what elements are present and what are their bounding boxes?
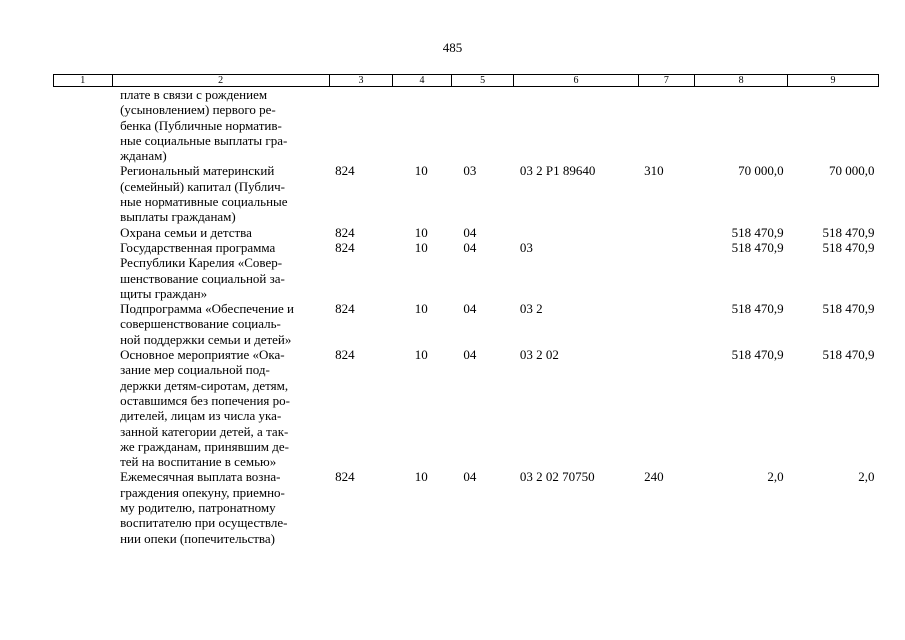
cell-name: [112, 240, 329, 301]
column-header: 7: [638, 75, 695, 87]
column-header: 6: [514, 75, 638, 87]
name-line: совершенствование социаль-: [120, 316, 281, 332]
name-line: (семейный) капитал (Публич-: [120, 178, 286, 194]
cell-c4: 10: [414, 301, 428, 317]
cell-c9: 2,0: [858, 469, 875, 485]
cell-c4: 10: [414, 224, 428, 240]
table-row: [54, 240, 879, 301]
cell-c9: 518 470,9: [822, 239, 875, 255]
name-line: оставшимся без попечения ро-: [120, 392, 290, 408]
cell-empty: [54, 225, 113, 240]
cell-c7: [638, 347, 695, 469]
table-row: [54, 87, 879, 164]
table-row: [54, 225, 879, 240]
name-line: ные социальные выплаты гра-: [120, 132, 288, 148]
cell-c5: 04: [463, 347, 477, 363]
cell-c4: 10: [414, 469, 428, 485]
column-header: 8: [695, 75, 788, 87]
name-line: плате в связи с рождением: [120, 87, 268, 102]
cell-empty: [54, 301, 113, 347]
cell-empty: [54, 347, 113, 469]
cell-c4: [393, 87, 452, 164]
name-line: тей на воспитание в семью»: [120, 454, 277, 470]
cell-c4: 10: [414, 239, 428, 255]
cell-c3: 824: [335, 347, 355, 363]
cell-name: [112, 301, 329, 347]
name-line: нии опеки (попечительства): [120, 530, 276, 546]
name-line: граждения опекуну, приемно-: [120, 484, 285, 500]
name-line: ной поддержки семьи и детей»: [120, 331, 292, 347]
cell-c7: [638, 240, 695, 301]
column-number-row: [54, 75, 879, 87]
cell-c9: 518 470,9: [822, 224, 875, 240]
column-header: 3: [329, 75, 393, 87]
cell-c8: 70 000,0: [738, 163, 784, 179]
cell-c9: [788, 87, 879, 164]
cell-c8: 2,0: [767, 469, 784, 485]
cell-c3: [329, 87, 393, 164]
cell-c6: [514, 225, 638, 240]
cell-c7: [638, 225, 695, 240]
budget-table: [53, 74, 879, 546]
cell-c4: 10: [414, 163, 428, 179]
cell-c9: 518 470,9: [822, 301, 875, 317]
cell-c3: 824: [335, 224, 355, 240]
cell-c8: 518 470,9: [731, 239, 784, 255]
cell-empty: [54, 469, 113, 545]
cell-name: [112, 469, 329, 545]
name-line: занной категории детей, а так-: [120, 423, 289, 439]
table-row: [54, 469, 879, 545]
cell-c6: 03: [519, 239, 533, 255]
name-line: жданам): [120, 148, 167, 164]
cell-name: [112, 347, 329, 469]
table-row: [54, 301, 879, 347]
column-header: 5: [451, 75, 514, 87]
cell-empty: [54, 87, 113, 164]
cell-c6: 03 2: [519, 301, 543, 317]
name-line: выплаты гражданам): [120, 209, 236, 225]
name-line: Региональный материнский: [120, 163, 275, 179]
cell-c8: [695, 87, 788, 164]
cell-c5: 04: [463, 469, 477, 485]
cell-c8: 518 470,9: [731, 301, 784, 317]
table-row: [54, 347, 879, 469]
cell-c7: [638, 87, 695, 164]
name-line: зание мер социальной под-: [120, 362, 270, 378]
cell-c4: 10: [414, 347, 428, 363]
column-header: 4: [393, 75, 452, 87]
name-line: ные нормативные социальные: [120, 194, 288, 210]
cell-c3: 824: [335, 239, 355, 255]
name-line: бенка (Публичные норматив-: [120, 117, 282, 133]
name-line: (усыновлением) первого ре-: [120, 102, 276, 118]
cell-c3: 824: [335, 301, 355, 317]
name-line: му родителю, патронатному: [120, 500, 276, 516]
column-header: 1: [54, 75, 113, 87]
name-line: Подпрограмма «Обеспечение и: [120, 301, 294, 317]
cell-c7: [638, 301, 695, 347]
cell-c3: 824: [335, 163, 355, 179]
cell-c5: [451, 87, 514, 164]
name-line: щиты граждан»: [120, 285, 208, 301]
cell-empty: [54, 163, 113, 224]
name-line: же гражданам, принявшим де-: [120, 438, 289, 454]
table-body: [54, 87, 879, 546]
cell-c8: 518 470,9: [731, 224, 784, 240]
cell-name: [112, 163, 329, 224]
cell-c6: [514, 87, 638, 164]
cell-c6: 03 2 02 70750: [519, 469, 595, 485]
name-line: Государственная программа: [120, 239, 276, 255]
cell-c3: 824: [335, 469, 355, 485]
column-header: 2: [112, 75, 329, 87]
name-line: Основное мероприятие «Ока-: [120, 347, 285, 363]
name-line: Охрана семьи и детства: [120, 224, 252, 240]
name-line: Республики Карелия «Совер-: [120, 255, 283, 271]
name-line: воспитателю при осуществле-: [120, 515, 288, 531]
cell-empty: [54, 240, 113, 301]
table-row: [54, 163, 879, 224]
cell-c7: 240: [644, 469, 664, 485]
cell-name: [112, 87, 329, 164]
cell-c5: 03: [463, 163, 477, 179]
name-line: дителей, лицам из числа ука-: [120, 408, 282, 424]
column-header: 9: [788, 75, 879, 87]
cell-c6: 03 2 02: [519, 347, 559, 363]
name-line: Ежемесячная выплата возна-: [120, 469, 281, 485]
name-line: держки детям-сиротам, детям,: [120, 377, 289, 393]
cell-c5: 04: [463, 224, 477, 240]
page-number: 485: [442, 40, 463, 55]
cell-c5: 04: [463, 239, 477, 255]
cell-c7: 310: [644, 163, 664, 179]
cell-c9: 70 000,0: [829, 163, 875, 179]
cell-c9: 518 470,9: [822, 347, 875, 363]
name-line: шенствование социальной за-: [120, 270, 285, 286]
cell-c5: 04: [463, 301, 477, 317]
cell-name: [112, 225, 329, 240]
cell-c8: 518 470,9: [731, 347, 784, 363]
cell-c6: 03 2 P1 89640: [519, 163, 596, 179]
